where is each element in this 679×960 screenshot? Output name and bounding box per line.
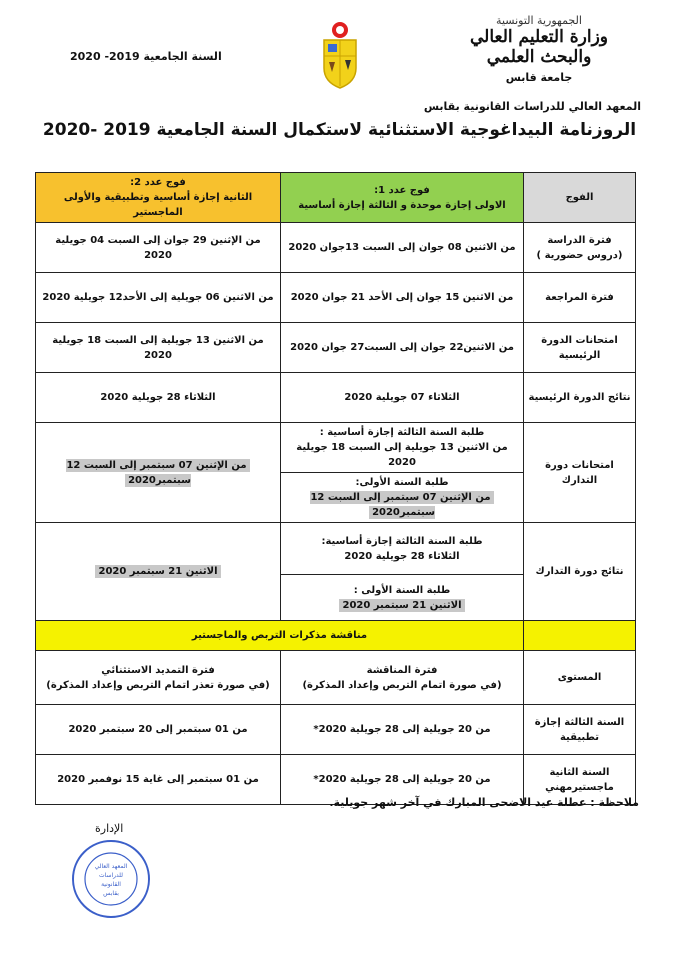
academic-year: السنة الجامعية 2019- 2020 xyxy=(70,50,222,63)
table-row xyxy=(36,423,636,473)
group2-desc: الثانية إجازة أساسية وتطبيقية والأولى الماجستير xyxy=(63,192,253,218)
group2-cell: من الاثنين 13 جويلية إلى السبت 18 جويلية 2020 xyxy=(36,323,281,373)
footnote: ملاحظة : عطلة عيد الاضحى المبارك في آخر شهر جويلية. xyxy=(329,796,639,809)
group1-highlighted-date: من الإثنين 07 سبتمبر إلى السبت 12 سبتمبر2020 xyxy=(310,491,493,519)
group1-cell: من الاثنين22 جوان إلى السبت27 جوان 2020 xyxy=(281,323,524,373)
group1-sub-title: طلبة السنة الثالثة إجازة أساسية : xyxy=(319,427,485,438)
table-row xyxy=(36,323,636,373)
header-group2 xyxy=(36,173,281,223)
group2-title: فوج عدد 2: xyxy=(130,177,186,188)
row-label-sub: (دروس حضورية ) xyxy=(536,249,623,261)
row-label: امتحانات الدورة الرئيسية xyxy=(524,323,636,373)
group1-subcell xyxy=(281,523,524,575)
row-label: نتائج دورة التدارك xyxy=(524,523,636,621)
group1-subcell xyxy=(281,423,524,473)
official-stamp-icon xyxy=(70,838,152,920)
group1-cell xyxy=(281,651,524,705)
stamp-line: القانونية xyxy=(101,881,121,888)
group2-note: (في صورة تعذر اتمام التربص وإعداد المذكرة) xyxy=(46,679,270,691)
group2-cell: الثلاثاء 28 جويلية 2020 xyxy=(36,373,281,423)
group1-sub-date: من الاثنين 13 جويلية إلى السبت 18 جويلية 2020 xyxy=(296,442,508,468)
row-label: امتحانات دورة التدارك xyxy=(524,423,636,523)
group1-title: فترة المناقشة xyxy=(366,664,438,676)
stamp-line: للدراسات xyxy=(98,872,124,879)
administration-label: الإدارة xyxy=(95,822,124,835)
table-row xyxy=(36,523,636,575)
header-group1 xyxy=(281,173,524,223)
table-row xyxy=(36,373,636,423)
page-title: الروزنامة البيداغوجية الاستثنائية لاستكمال السنة الجامعية 2019 -2020 xyxy=(42,120,637,140)
tunisia-emblem-icon xyxy=(318,20,362,90)
group1-sub-title: طلبة السنة الأولى: xyxy=(355,477,449,488)
section-header-blank xyxy=(524,621,636,651)
group1-sub-date: الثلاثاء 28 جويلية 2020 xyxy=(344,550,460,562)
section-header-row xyxy=(36,621,636,651)
group2-highlighted-date: من الإثنين 07 سبتمبر إلى السبت 12 سبتمبر2020 xyxy=(66,459,249,487)
group2-cell: من الإثنين 29 جوان إلى السبت 04 جويلية 2020 xyxy=(36,223,281,273)
row-label: نتائج الدورة الرئيسية xyxy=(524,373,636,423)
group1-sub-title: طلبة السنة الثالثة إجازة أساسية: xyxy=(321,535,483,547)
group1-cell: الثلاثاء 07 جويلية 2020 xyxy=(281,373,524,423)
section-header: مناقشة مذكرات التربص والماجستير xyxy=(36,621,524,651)
table-row xyxy=(36,705,636,755)
group2-cell xyxy=(36,423,281,523)
group2-cell: من 01 سبتمبر إلى غاية 15 نوفمبر 2020 xyxy=(36,755,281,805)
row-label-text: فترة الدراسة xyxy=(547,234,612,246)
group1-cell: من الاثنين 15 جوان إلى الأحد 21 جوان 2020 xyxy=(281,273,524,323)
ministry-header xyxy=(439,14,639,84)
row-label: فترة المراجعة xyxy=(524,273,636,323)
group1-highlighted-date: الاثنين 21 سبتمبر 2020 xyxy=(339,599,464,612)
group2-cell: من الاثنين 06 جويلية إلى الأحد12 جويلية 2020 xyxy=(36,273,281,323)
table-row xyxy=(36,651,636,705)
row-label: المستوى xyxy=(524,651,636,705)
group2-cell xyxy=(36,523,281,621)
schedule-table xyxy=(35,172,636,805)
group1-cell: من الاثنين 08 جوان إلى السبت 13جوان 2020 xyxy=(281,223,524,273)
group1-note: (في صورة اتمام التربص وإعداد المذكرة) xyxy=(302,679,502,691)
group2-highlighted-date: الاثنين 21 سبتمبر 2020 xyxy=(95,565,220,578)
university-name: جامعة قابس xyxy=(505,71,573,84)
institute-name: المعهد العالي للدراسات القانونية بقابس xyxy=(423,100,641,113)
group2-title: فترة التمديد الاستثنائي xyxy=(101,664,215,676)
group2-cell: من 01 سبتمبر إلى 20 سبتمبر 2020 xyxy=(36,705,281,755)
ministry-line1: وزارة التعليم العالي xyxy=(469,27,609,47)
table-row xyxy=(36,273,636,323)
header-fawj: الفوج xyxy=(524,173,636,223)
group1-sub-title: طلبة السنة الأولى : xyxy=(353,584,451,596)
stamp-line: بقابس xyxy=(103,890,119,897)
group1-title: فوج عدد 1: xyxy=(374,184,430,196)
group1-cell: من 20 جويلية إلى 28 جويلية 2020* xyxy=(281,755,524,805)
row-label: السنة الثانية ماجستيرمهني xyxy=(524,755,636,805)
group1-subcell xyxy=(281,473,524,523)
stamp-line: المعهد العالي xyxy=(94,863,128,870)
republic-label: الجمهورية التونسية xyxy=(496,14,582,27)
ministry-line2: والبحث العلمي xyxy=(486,47,592,67)
group1-desc: الاولى إجازة موحدة و الثالثة إجازة أساسية xyxy=(298,199,506,211)
row-label: السنة الثالثة إجازة تطبيقية xyxy=(524,705,636,755)
group1-cell: من 20 جويلية إلى 28 جويلية 2020* xyxy=(281,705,524,755)
group2-cell xyxy=(36,651,281,705)
group1-subcell xyxy=(281,575,524,621)
row-label xyxy=(524,223,636,273)
table-row xyxy=(36,223,636,273)
